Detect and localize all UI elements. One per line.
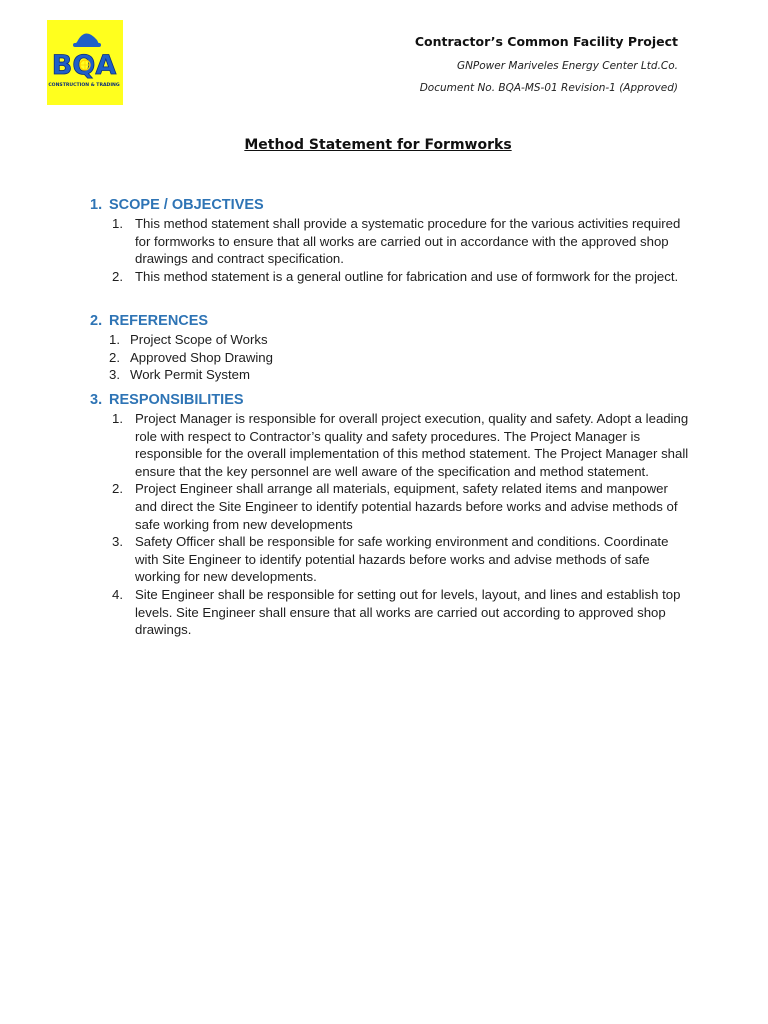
- item-text: Work Permit System: [130, 367, 250, 383]
- logo-letters: BQA: [51, 50, 117, 81]
- list-item: [90, 268, 690, 286]
- item-text: This method statement is a general outline for fabrication and use of formwork for the project.: [135, 268, 679, 284]
- list-item: [90, 366, 690, 384]
- section-scope-objectives: [90, 196, 690, 285]
- item-number: 2.: [109, 349, 120, 365]
- company-logo: [47, 20, 123, 105]
- item-text: This method statement shall provide a systematic procedure for the various activities required for formworks to ensure that all works are carried out in accordance with the approved shop drawings and contract specification.: [135, 216, 681, 267]
- item-text: Project Scope of Works: [130, 332, 268, 347]
- item-number: 2.: [112, 268, 123, 284]
- item-number: 1.: [112, 216, 123, 231]
- section-list: [90, 331, 690, 384]
- list-item: [90, 215, 690, 268]
- item-text: Approved Shop Drawing: [130, 349, 273, 365]
- item-number: 4.: [112, 586, 123, 602]
- hard-hat-icon: [75, 33, 99, 44]
- list-item: [90, 480, 690, 533]
- document-header: [415, 33, 678, 95]
- item-number: 2.: [112, 481, 123, 497]
- section-list: [90, 410, 690, 639]
- section-title: REFERENCES: [109, 313, 209, 329]
- document-number: Document No. BQA-MS-01 Revision-1 (Approved): [419, 82, 678, 94]
- item-text: Project Engineer shall arrange all materials, equipment, safety related items and manpower and direct the Site Engineer to identify potential hazards before works and advise methods of safe working from new developments: [135, 481, 678, 532]
- document-title: Method Statement for Formworks: [244, 137, 512, 153]
- list-item: [90, 331, 690, 349]
- section-number: 1.: [90, 197, 103, 213]
- item-number: 3.: [109, 367, 120, 383]
- section-title: SCOPE / OBJECTIVES: [109, 197, 264, 213]
- item-number: 3.: [112, 534, 123, 550]
- project-title: Contractor’s Common Facility Project: [414, 34, 678, 49]
- section-title: RESPONSIBILITIES: [109, 392, 244, 408]
- list-item: [90, 410, 690, 480]
- list-item: [90, 349, 690, 367]
- section-number: 3.: [90, 392, 103, 408]
- list-item: [90, 533, 690, 586]
- item-number: 1.: [109, 332, 120, 347]
- section-references: [90, 312, 690, 384]
- section-heading: [90, 391, 690, 409]
- item-text: Project Manager is responsible for overall project execution, quality and safety. Adopt a leading role with respect to Contractor’s quality and safety procedures. The Project Manager is responsible for the overall implementation of this method statement. The Project Manager shall ensure that the key personnel are well aware of the specification and method statement.: [135, 411, 689, 479]
- item-number: 1.: [112, 411, 123, 426]
- section-heading: [90, 196, 690, 214]
- section-responsibilities: [90, 391, 690, 639]
- section-heading: [90, 312, 690, 330]
- item-text: Site Engineer shall be responsible for setting out for levels, layout, and lines and establish top levels. Site Engineer shall ensure that all works are carried out according to approved shop drawings.: [135, 586, 681, 638]
- company-name: GNPower Mariveles Energy Center Ltd.Co.: [456, 60, 678, 72]
- list-item: [90, 586, 690, 639]
- logo-tagline: CONSTRUCTION & TRADING: [48, 83, 120, 88]
- section-number: 2.: [90, 313, 103, 329]
- section-list: [90, 215, 690, 285]
- bqa-logo-icon: [47, 20, 123, 105]
- item-text: Safety Officer shall be responsible for safe working environment and conditions. Coordinate with Site Engineer to identify potential hazards before works and advise methods of safe working for new developments.: [135, 534, 669, 585]
